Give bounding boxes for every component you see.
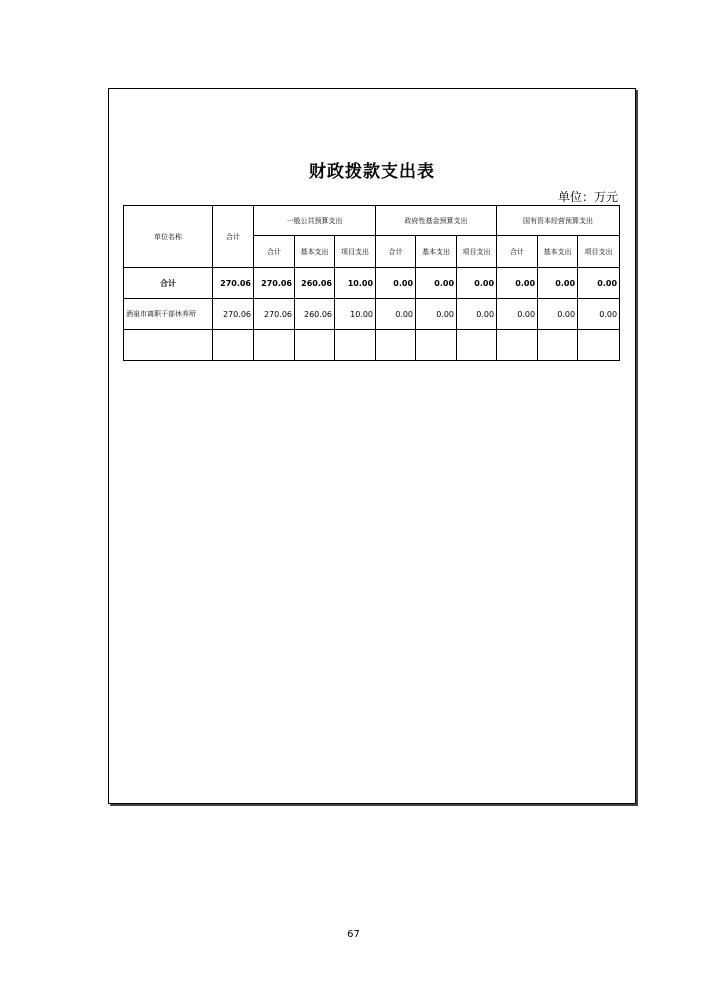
table-row-empty xyxy=(124,330,620,361)
document-title: 财政拨款支出表 xyxy=(309,162,435,182)
cell-capital-basic: 0.00 xyxy=(538,299,578,330)
page-number: 67 xyxy=(347,929,360,940)
header-total: 合计 xyxy=(213,206,254,268)
subheader-project: 项目支出 xyxy=(578,236,620,268)
table-row xyxy=(124,299,620,330)
cell-general-project: 10.00 xyxy=(335,299,376,330)
cell-capital-total: 0.00 xyxy=(497,268,538,299)
header-group-general-budget: 一般公共预算支出 xyxy=(254,206,376,236)
page-frame xyxy=(108,88,636,804)
cell-capital-total: 0.00 xyxy=(497,299,538,330)
subheader-project: 项目支出 xyxy=(457,236,497,268)
row-name: 酒泉市离职干部休养所 xyxy=(124,299,213,330)
cell-fund-total: 0.00 xyxy=(376,268,416,299)
table-row-total xyxy=(124,268,620,299)
subheader-basic: 基本支出 xyxy=(416,236,457,268)
header-group-capital-budget: 国有资本经营预算支出 xyxy=(497,206,620,236)
unit-label: 单位：万元 xyxy=(557,190,618,204)
row-name: 合计 xyxy=(124,268,213,299)
cell-general-basic: 260.06 xyxy=(295,299,335,330)
cell-fund-total: 0.00 xyxy=(376,299,416,330)
subheader-total: 合计 xyxy=(376,236,416,268)
cell-general-total: 270.06 xyxy=(254,268,295,299)
header-unit-name: 单位名称 xyxy=(124,206,213,268)
subheader-basic: 基本支出 xyxy=(295,236,335,268)
cell-fund-project: 0.00 xyxy=(457,299,497,330)
cell-capital-project: 0.00 xyxy=(578,268,620,299)
header-group-fund-budget: 政府性基金预算支出 xyxy=(376,206,497,236)
cell-general-total: 270.06 xyxy=(254,299,295,330)
cell-general-basic: 260.06 xyxy=(295,268,335,299)
cell-total: 270.06 xyxy=(213,268,254,299)
subheader-total: 合计 xyxy=(497,236,538,268)
cell-fund-basic: 0.00 xyxy=(416,268,457,299)
subheader-project: 项目支出 xyxy=(335,236,376,268)
cell-capital-project: 0.00 xyxy=(578,299,620,330)
cell-total: 270.06 xyxy=(213,299,254,330)
cell-fund-project: 0.00 xyxy=(457,268,497,299)
subheader-total: 合计 xyxy=(254,236,295,268)
subheader-basic: 基本支出 xyxy=(538,236,578,268)
cell-capital-basic: 0.00 xyxy=(538,268,578,299)
expenditure-table xyxy=(123,205,620,361)
header-row-1 xyxy=(124,206,620,236)
cell-fund-basic: 0.00 xyxy=(416,299,457,330)
cell-general-project: 10.00 xyxy=(335,268,376,299)
